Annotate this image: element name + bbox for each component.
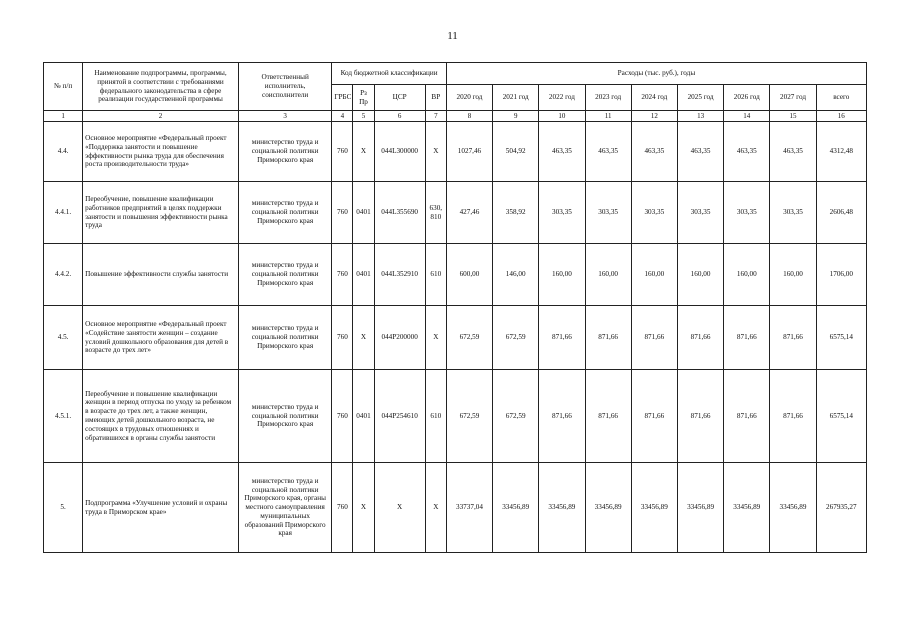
row-name: Подпрограмма «Улучшение условий и охраны труда в Приморском крае» bbox=[83, 463, 239, 553]
row-year-value: 160,00 bbox=[770, 244, 816, 306]
row-year-value: 871,66 bbox=[770, 306, 816, 370]
budget-table bbox=[43, 62, 867, 553]
column-number-row bbox=[44, 111, 867, 122]
row-year-value: 871,66 bbox=[677, 370, 723, 463]
row-number: 4.5.1. bbox=[44, 370, 83, 463]
row-csr: 044P254610 bbox=[374, 370, 425, 463]
col-number: 13 bbox=[677, 111, 723, 122]
col-number: 16 bbox=[816, 111, 866, 122]
header-rzpr: Рз Пр bbox=[353, 85, 374, 111]
row-year-value: 160,00 bbox=[724, 244, 770, 306]
row-year-value: 427,46 bbox=[446, 182, 492, 244]
header-year: 2020 год bbox=[446, 85, 492, 111]
row-name: Основное мероприятие «Федеральный проект «Поддержка занятости и повышение эффективности рынка труда для обеспечения роста производительности труда» bbox=[83, 122, 239, 182]
row-vr: X bbox=[425, 306, 446, 370]
row-year-value: 672,59 bbox=[446, 306, 492, 370]
row-name: Переобучение, повышение квалификации работников предприятий в целях поддержки занятости и повышения эффективности рынка труда bbox=[83, 182, 239, 244]
row-year-value: 303,35 bbox=[631, 182, 677, 244]
col-number: 1 bbox=[44, 111, 83, 122]
row-year-value: 33456,89 bbox=[631, 463, 677, 553]
page-number: 11 bbox=[447, 30, 458, 42]
row-year-value: 600,00 bbox=[446, 244, 492, 306]
col-number: 8 bbox=[446, 111, 492, 122]
row-csr: 044L300000 bbox=[374, 122, 425, 182]
col-number: 2 bbox=[83, 111, 239, 122]
row-rzpr: 0401 bbox=[353, 370, 374, 463]
row-executor: министерство труда и социальной политики Приморского края bbox=[238, 306, 331, 370]
row-executor: министерство труда и социальной политики Приморского края bbox=[238, 370, 331, 463]
row-year-value: 463,35 bbox=[724, 122, 770, 182]
row-grbs: 760 bbox=[332, 370, 353, 463]
row-executor: министерство труда и социальной политики Приморского края bbox=[238, 244, 331, 306]
header-name: Наименование подпрограммы, программы, принятой в соответствии с требованиями федерального законодательства в сфере реализации государственной программы bbox=[83, 63, 239, 111]
row-number: 4.4.1. bbox=[44, 182, 83, 244]
row-year-value: 33456,89 bbox=[493, 463, 539, 553]
row-csr: 044P200000 bbox=[374, 306, 425, 370]
header-total: всего bbox=[816, 85, 866, 111]
row-year-value: 33456,89 bbox=[677, 463, 723, 553]
row-total: 6575,14 bbox=[816, 370, 866, 463]
row-year-value: 672,59 bbox=[493, 306, 539, 370]
row-vr: 610 bbox=[425, 370, 446, 463]
col-number: 10 bbox=[539, 111, 585, 122]
row-vr: X bbox=[425, 463, 446, 553]
row-csr: X bbox=[374, 463, 425, 553]
header-year: 2025 год bbox=[677, 85, 723, 111]
header-year: 2023 год bbox=[585, 85, 631, 111]
row-year-value: 871,66 bbox=[585, 306, 631, 370]
col-number: 9 bbox=[493, 111, 539, 122]
col-number: 15 bbox=[770, 111, 816, 122]
header-grbs: ГРБС bbox=[332, 85, 353, 111]
header-year: 2022 год bbox=[539, 85, 585, 111]
header-year: 2027 год bbox=[770, 85, 816, 111]
row-year-value: 871,66 bbox=[539, 370, 585, 463]
table-row bbox=[44, 463, 867, 553]
row-name: Основное мероприятие «Федеральный проект «Содействие занятости женщин – создание условий дошкольного образования для детей в возрасте до трех лет» bbox=[83, 306, 239, 370]
row-year-value: 504,92 bbox=[493, 122, 539, 182]
row-total: 2606,48 bbox=[816, 182, 866, 244]
row-total: 267935,27 bbox=[816, 463, 866, 553]
col-number: 11 bbox=[585, 111, 631, 122]
row-year-value: 303,35 bbox=[539, 182, 585, 244]
row-year-value: 463,35 bbox=[770, 122, 816, 182]
row-total: 4312,48 bbox=[816, 122, 866, 182]
row-year-value: 463,35 bbox=[585, 122, 631, 182]
header-vr: ВР bbox=[425, 85, 446, 111]
row-year-value: 871,66 bbox=[724, 370, 770, 463]
col-number: 5 bbox=[353, 111, 374, 122]
header-year: 2021 год bbox=[493, 85, 539, 111]
row-rzpr: X bbox=[353, 463, 374, 553]
row-year-value: 33456,89 bbox=[724, 463, 770, 553]
col-number: 14 bbox=[724, 111, 770, 122]
table-row bbox=[44, 122, 867, 182]
row-year-value: 303,35 bbox=[585, 182, 631, 244]
table-row bbox=[44, 182, 867, 244]
row-year-value: 672,59 bbox=[493, 370, 539, 463]
row-name: Повышение эффективности службы занятости bbox=[83, 244, 239, 306]
col-number: 7 bbox=[425, 111, 446, 122]
row-year-value: 871,66 bbox=[539, 306, 585, 370]
row-vr: X bbox=[425, 122, 446, 182]
header-executor: Ответственный исполнитель, соисполнители bbox=[238, 63, 331, 111]
row-year-value: 33456,89 bbox=[539, 463, 585, 553]
row-grbs: 760 bbox=[332, 244, 353, 306]
row-number: 4.5. bbox=[44, 306, 83, 370]
row-year-value: 463,35 bbox=[539, 122, 585, 182]
row-year-value: 871,66 bbox=[724, 306, 770, 370]
row-year-value: 303,35 bbox=[724, 182, 770, 244]
row-year-value: 463,35 bbox=[677, 122, 723, 182]
col-number: 12 bbox=[631, 111, 677, 122]
row-name: Переобучение и повышение квалификации женщин в период отпуска по уходу за ребенком в возрасте до трех лет, а также женщин, имеющих детей дошкольного возраста, не состоящих в трудовых отношениях и обратившихся в органы службы занятости bbox=[83, 370, 239, 463]
row-grbs: 760 bbox=[332, 182, 353, 244]
row-year-value: 871,66 bbox=[770, 370, 816, 463]
row-rzpr: 0401 bbox=[353, 182, 374, 244]
row-year-value: 33456,89 bbox=[585, 463, 631, 553]
header-csr: ЦСР bbox=[374, 85, 425, 111]
row-year-value: 1027,46 bbox=[446, 122, 492, 182]
header-year: 2026 год bbox=[724, 85, 770, 111]
header-year: 2024 год bbox=[631, 85, 677, 111]
row-executor: министерство труда и социальной политики Приморского края, органы местного самоуправления муниципальных образований Приморского края bbox=[238, 463, 331, 553]
table-row bbox=[44, 306, 867, 370]
row-executor: министерство труда и социальной политики Приморского края bbox=[238, 182, 331, 244]
row-grbs: 760 bbox=[332, 463, 353, 553]
row-year-value: 33456,89 bbox=[770, 463, 816, 553]
row-year-value: 33737,04 bbox=[446, 463, 492, 553]
row-grbs: 760 bbox=[332, 122, 353, 182]
header-num: № п/п bbox=[44, 63, 83, 111]
row-rzpr: X bbox=[353, 306, 374, 370]
col-number: 3 bbox=[238, 111, 331, 122]
row-year-value: 463,35 bbox=[631, 122, 677, 182]
row-number: 4.4.2. bbox=[44, 244, 83, 306]
row-year-value: 160,00 bbox=[539, 244, 585, 306]
row-number: 5. bbox=[44, 463, 83, 553]
row-year-value: 160,00 bbox=[631, 244, 677, 306]
row-year-value: 871,66 bbox=[677, 306, 723, 370]
row-executor: министерство труда и социальной политики Приморского края bbox=[238, 122, 331, 182]
table-row bbox=[44, 244, 867, 306]
row-year-value: 303,35 bbox=[677, 182, 723, 244]
table-row bbox=[44, 370, 867, 463]
row-year-value: 303,35 bbox=[770, 182, 816, 244]
row-rzpr: 0401 bbox=[353, 244, 374, 306]
row-total: 1706,00 bbox=[816, 244, 866, 306]
row-year-value: 358,92 bbox=[493, 182, 539, 244]
header-expenses: Расходы (тыс. руб.), годы bbox=[446, 63, 866, 85]
row-total: 6575,14 bbox=[816, 306, 866, 370]
row-year-value: 871,66 bbox=[631, 306, 677, 370]
row-number: 4.4. bbox=[44, 122, 83, 182]
row-year-value: 871,66 bbox=[631, 370, 677, 463]
col-number: 6 bbox=[374, 111, 425, 122]
row-year-value: 146,00 bbox=[493, 244, 539, 306]
row-year-value: 160,00 bbox=[585, 244, 631, 306]
row-grbs: 760 bbox=[332, 306, 353, 370]
row-rzpr: X bbox=[353, 122, 374, 182]
col-number: 4 bbox=[332, 111, 353, 122]
row-csr: 044L352910 bbox=[374, 244, 425, 306]
row-vr: 610 bbox=[425, 244, 446, 306]
row-year-value: 871,66 bbox=[585, 370, 631, 463]
row-year-value: 672,59 bbox=[446, 370, 492, 463]
row-vr: 630, 810 bbox=[425, 182, 446, 244]
row-year-value: 160,00 bbox=[677, 244, 723, 306]
row-csr: 044L355690 bbox=[374, 182, 425, 244]
header-budget-code: Код бюджетной классификации bbox=[332, 63, 447, 85]
